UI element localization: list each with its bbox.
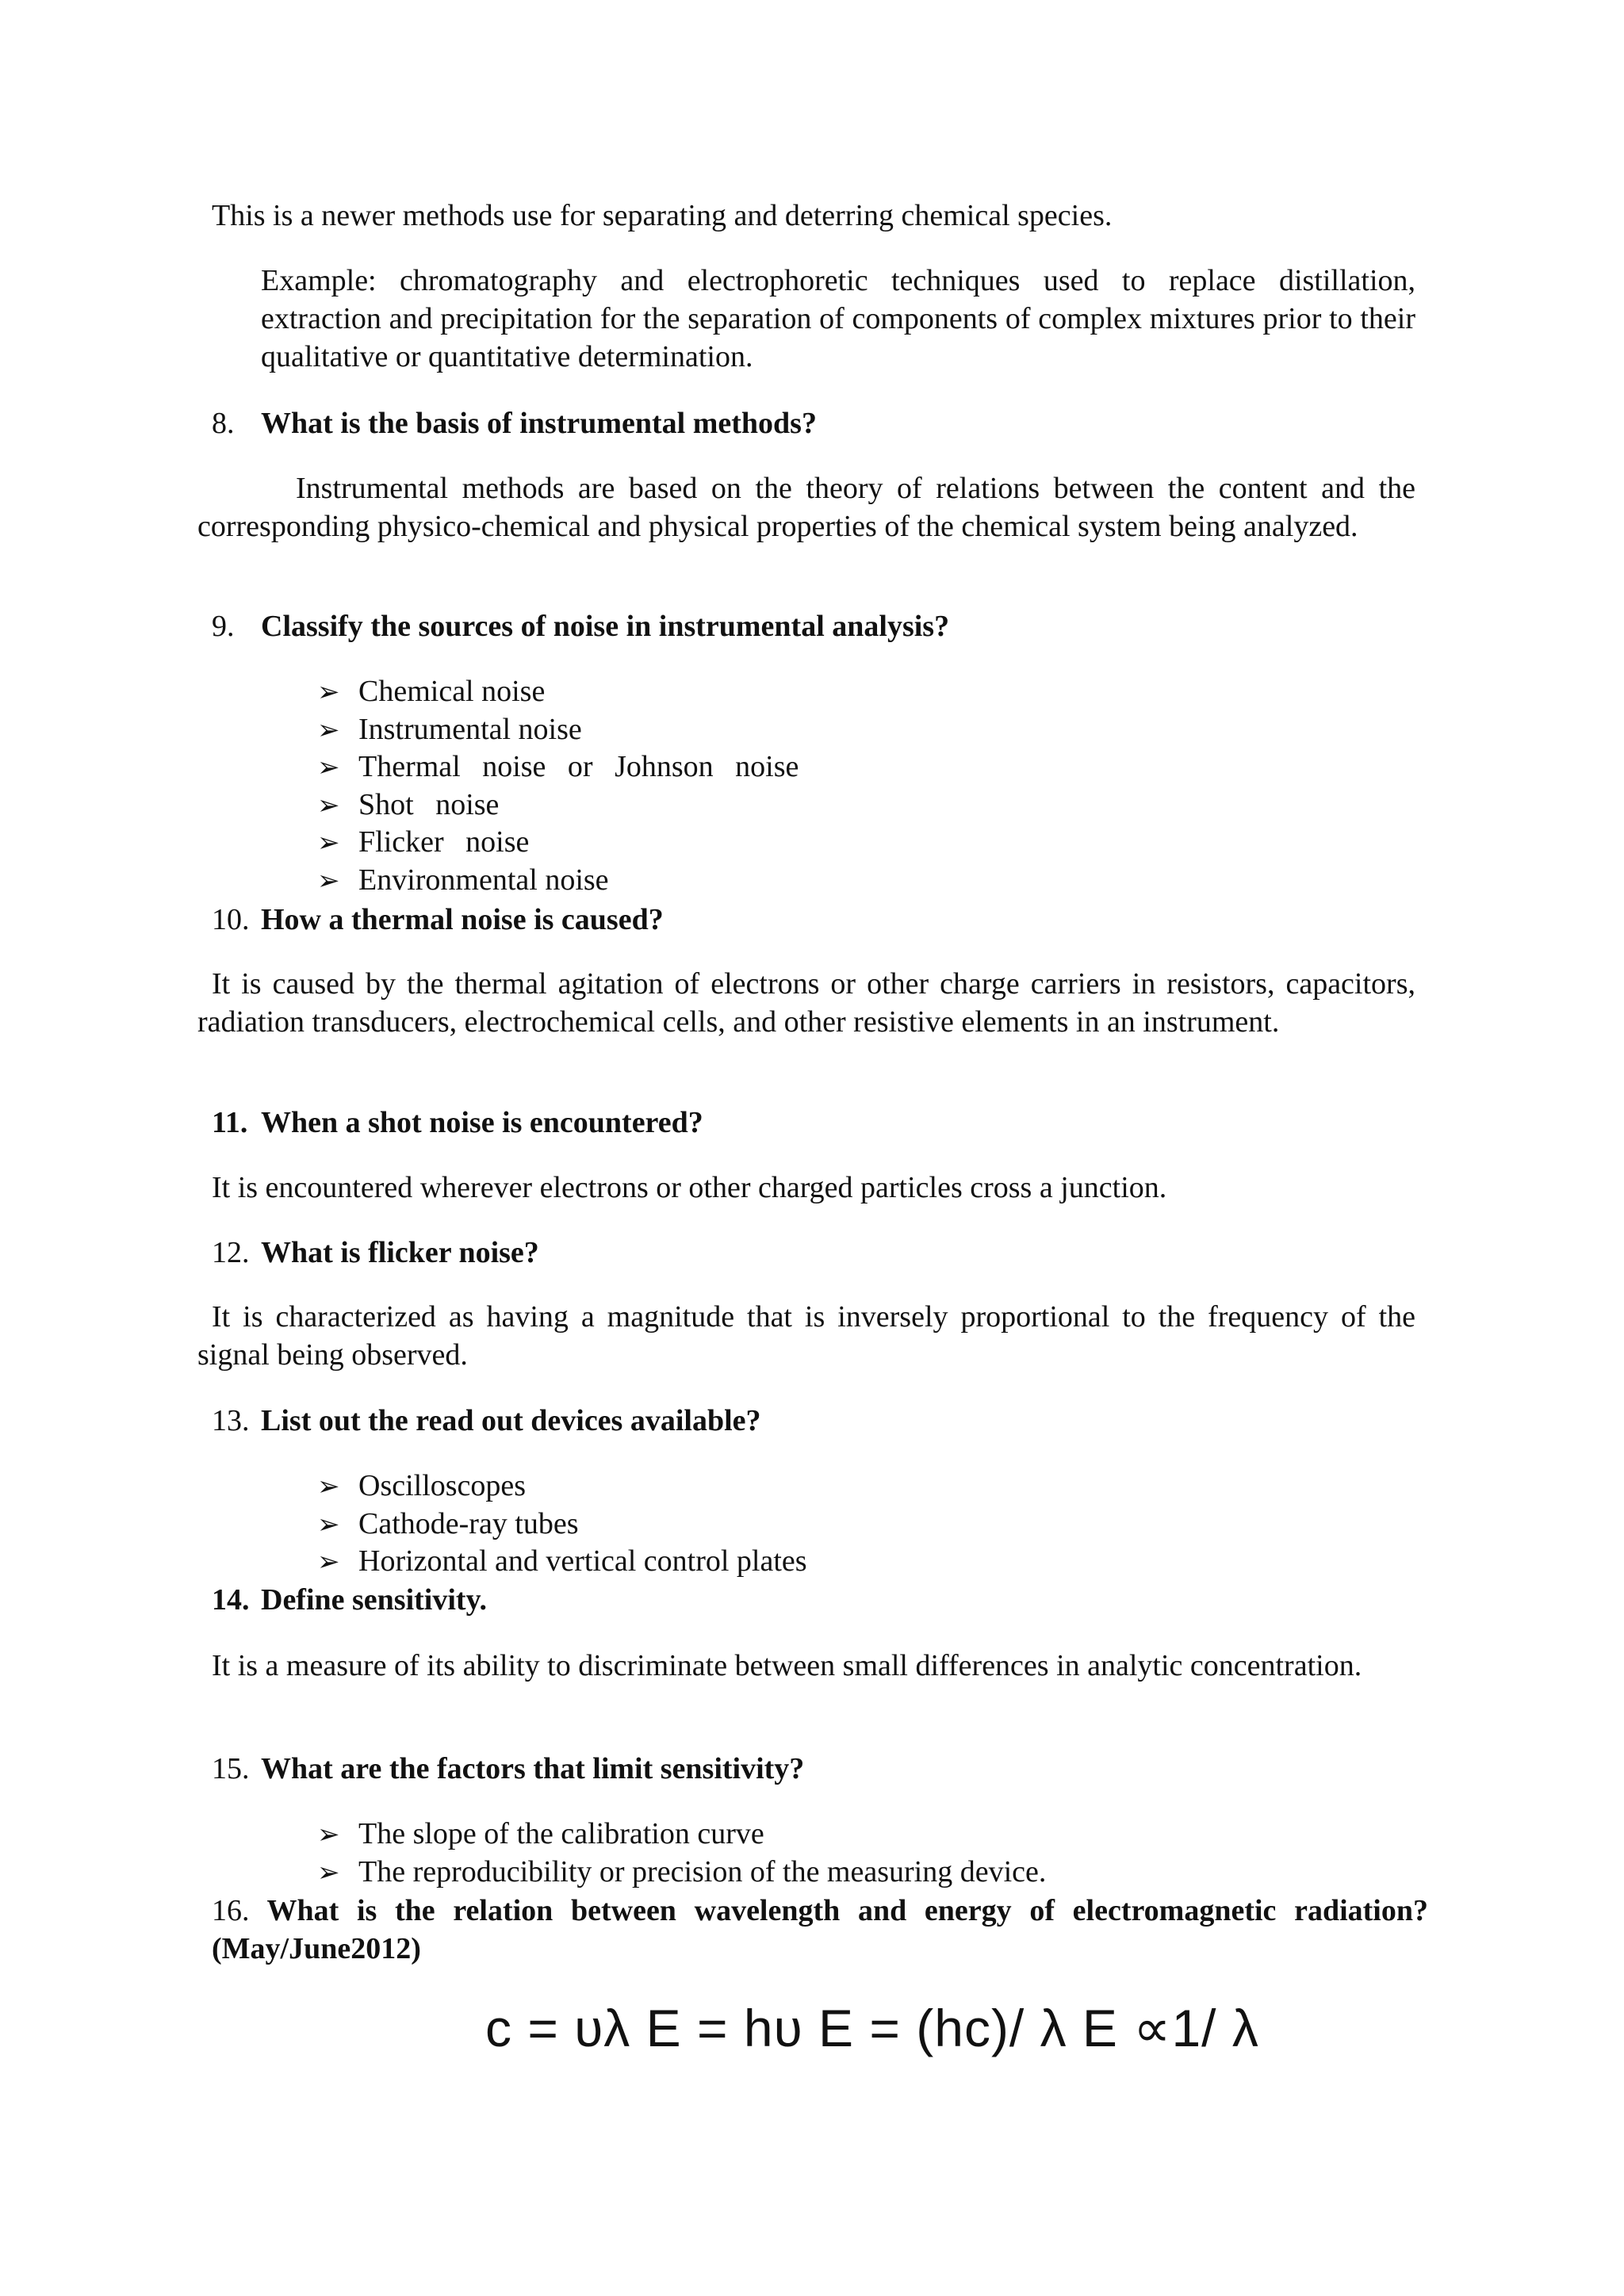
list-item: ➢ The reproducibility or precision of the measuring device.	[317, 1853, 1046, 1891]
intro-text: This is a newer methods use for separating and deterring chemical species.	[212, 199, 1113, 232]
list-item: ➢ Oscilloscopes	[317, 1467, 807, 1505]
list-item: ➢ The slope of the calibration curve	[317, 1815, 1046, 1853]
arrow-bullet-icon: ➢	[317, 827, 340, 859]
question-number: 16.	[212, 1894, 250, 1927]
list-item: ➢ Horizontal and vertical control plates	[317, 1542, 807, 1580]
question-number: 8.	[212, 407, 235, 440]
list-item: ➢ Chemical noise	[317, 672, 799, 710]
question-text: When a shot noise is encountered?	[261, 1106, 703, 1139]
question-text: What is the relation between wavelength and energy of electromagnetic radiation? (May/June2012)	[212, 1894, 1428, 1965]
question-16	[212, 1892, 1428, 1968]
question-number: 14.	[212, 1583, 250, 1617]
arrow-bullet-icon: ➢	[317, 1546, 340, 1578]
question-number: 15.	[212, 1752, 250, 1785]
question-text: What is the basis of instrumental methods?	[261, 407, 817, 440]
question-13	[212, 1402, 761, 1440]
question-number: 12.	[212, 1236, 250, 1269]
question-number: 13.	[212, 1404, 250, 1437]
energy-wavelength-formula: c = υλ E = hυ E = (hc)/ λ E ∝1/ λ	[485, 1999, 1259, 2057]
arrow-bullet-icon: ➢	[317, 1819, 340, 1850]
question-text: Define sensitivity.	[261, 1583, 487, 1617]
question-text: Classify the sources of noise in instrumental analysis?	[261, 610, 950, 643]
question-15	[212, 1750, 804, 1788]
answer-8: Instrumental methods are based on the theory of relations between the content and the corresponding physico-chemical and physical properties of the chemical system being analyzed.	[197, 472, 1415, 543]
arrow-bullet-icon: ➢	[317, 789, 340, 821]
arrow-bullet-icon: ➢	[317, 752, 340, 783]
list-item: ➢ Flicker noise	[317, 823, 799, 861]
readout-devices-list	[317, 1467, 807, 1580]
question-text: What are the factors that limit sensitivity?	[261, 1752, 805, 1785]
question-number: 11.	[212, 1106, 248, 1139]
sensitivity-factors-list	[317, 1815, 1046, 1890]
noise-sources-list	[317, 672, 799, 898]
arrow-bullet-icon: ➢	[317, 676, 340, 708]
question-number: 10.	[212, 903, 250, 936]
arrow-bullet-icon: ➢	[317, 864, 340, 897]
example-paragraph: Example: chromatography and electrophoretic techniques used to replace distillation, extraction and precipitation for the separation of components of complex mixtures prior to their qualitative or quantitative determination.	[261, 264, 1415, 373]
list-item: ➢ Thermal noise or Johnson noise	[317, 748, 799, 786]
question-8	[212, 404, 817, 442]
question-text: What is flicker noise?	[261, 1236, 539, 1269]
question-9	[212, 607, 949, 645]
question-text: How a thermal noise is caused?	[261, 903, 664, 936]
question-text: List out the read out devices available?	[261, 1404, 761, 1437]
arrow-bullet-icon: ➢	[317, 1856, 340, 1888]
list-item: ➢ Cathode-ray tubes	[317, 1505, 807, 1543]
arrow-bullet-icon: ➢	[317, 1471, 340, 1502]
answer-11: It is encountered wherever electrons or other charged particles cross a junction.	[212, 1171, 1167, 1204]
question-10	[212, 901, 664, 939]
answer-12: It is characterized as having a magnitude that is inversely proportional to the frequency of the signal being observed.	[197, 1300, 1415, 1372]
arrow-bullet-icon: ➢	[317, 714, 340, 746]
answer-10: It is caused by the thermal agitation of electrons or other charge carriers in resistors, capacitors, radiation transducers, electrochemical cells, and other resistive elements in an instrument.	[197, 967, 1415, 1039]
question-number: 9.	[212, 610, 235, 643]
list-item: ➢ Instrumental noise	[317, 710, 799, 748]
arrow-bullet-icon: ➢	[317, 1508, 340, 1540]
list-item: ➢ Shot noise	[317, 786, 799, 824]
list-item: ➢ Environmental noise	[317, 861, 799, 899]
question-11	[212, 1104, 703, 1142]
question-12	[212, 1234, 539, 1272]
question-14	[212, 1581, 487, 1619]
answer-14: It is a measure of its ability to discriminate between small differences in analytic concentration.	[212, 1649, 1362, 1682]
